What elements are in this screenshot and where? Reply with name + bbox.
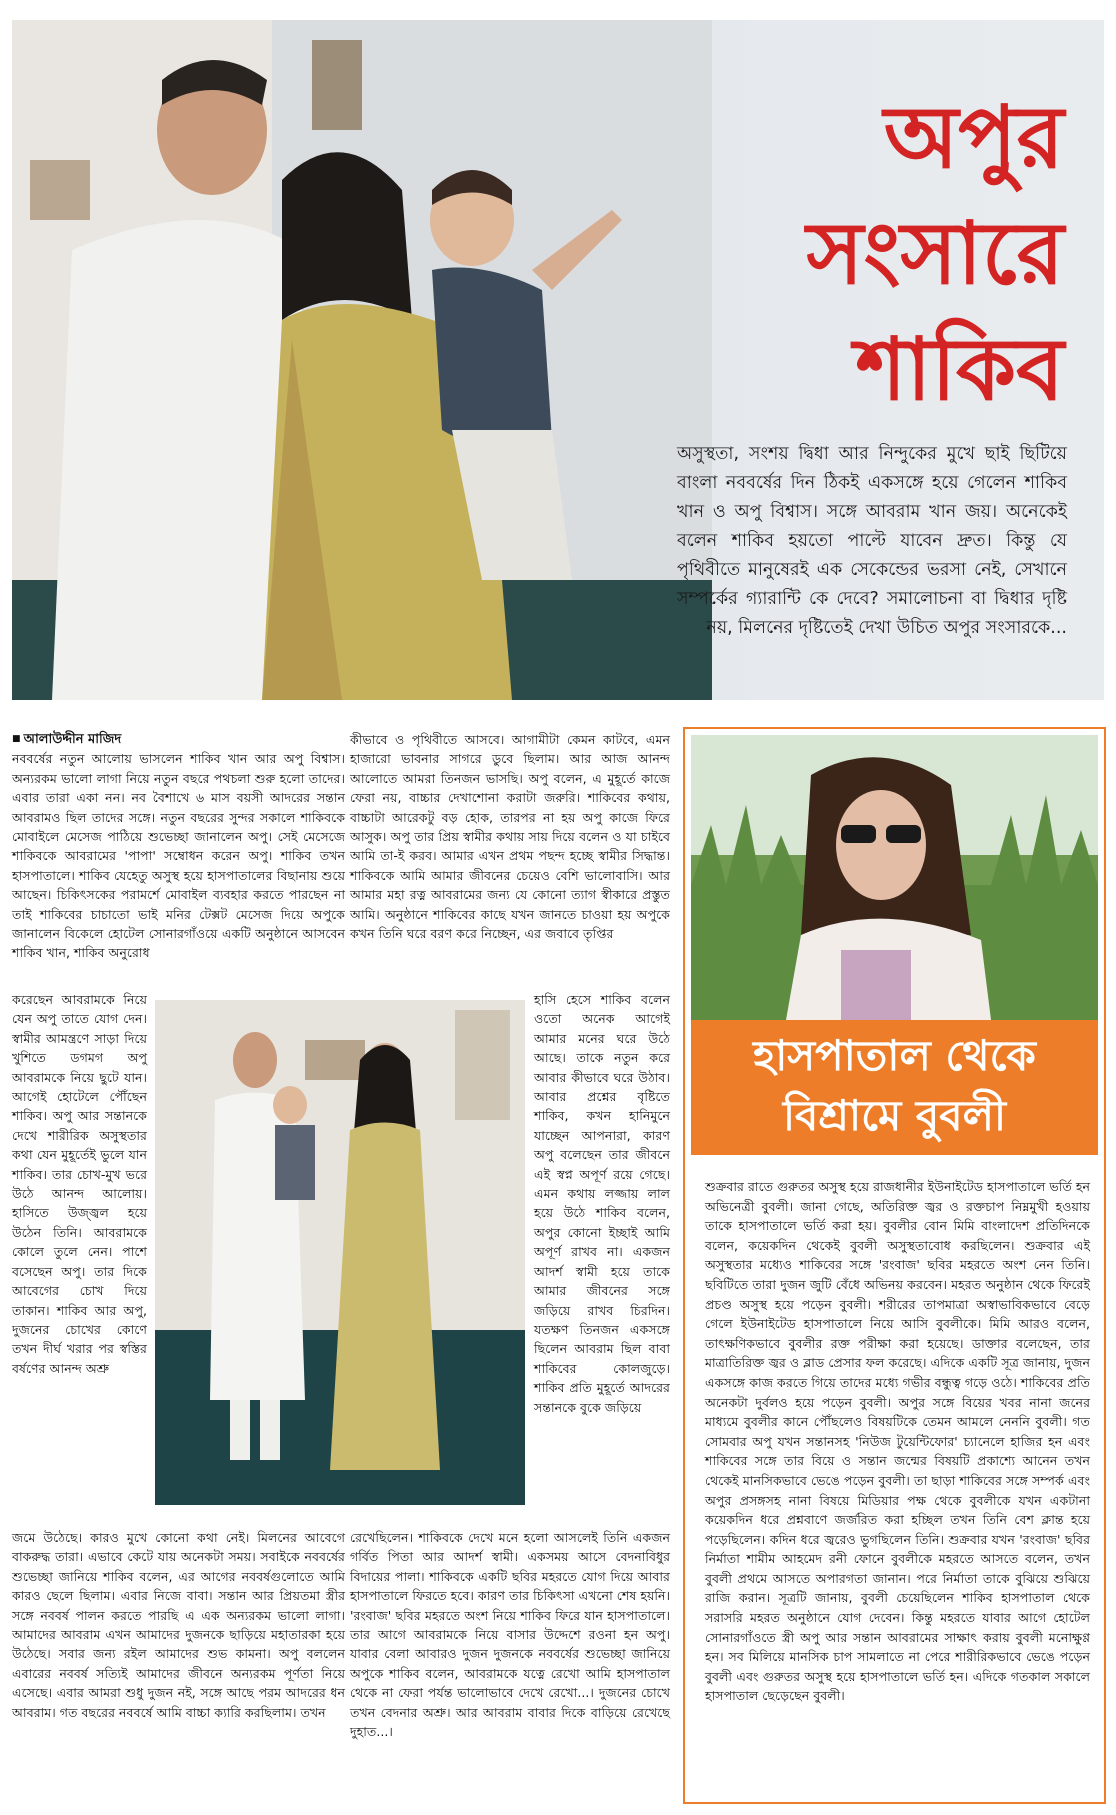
sidebar-box	[683, 727, 1106, 1804]
article-text: নববর্ষের নতুন আলোয় ভাসলেন শাকিব খান আর অপু বিশ্বাস। অন্যরকম ভালো লাগা নিয়ে নতুন বছরে পথচলা শুরু হলো তাদের। এবার তারা একা নন। নব বৈশাখে ৬ মাস বয়সী আদরের সন্তান আবরামও ছিল তাদের সঙ্গে। নতুন বছরের সুন্দর সকালে শাকিবকে মোবাইলে মেসেজ পাঠিয়ে শুভেচ্ছা জানালেন অপু। সেই মেসেজে শাকিবকে আবরামের 'পাপা' সম্বোধন করেন অপু। শাকিব তখন হাসপাতালে। শাকিব যেহেতু অসুস্থ হয়ে হাসপাতালের বিছানায় শুয়ে আছেন। চিকিৎসকের পরামর্শে মোবাইল ব্যবহার করতে পারছেন না তাই শাকিবের চাচাতো ভাই মনির টেক্সট মেসেজ দিয়ে অপুকে জানালেন বিকেলে হোটেল সোনারগাঁওয়ে একটি অনুষ্ঠানে আসবেন শাকিব খান, শাকিব অনুরোধ	[12, 751, 345, 961]
headline-line-1: অপুর	[883, 87, 1064, 188]
sidebar-headline-line-1: হাসপাতাল থেকে	[753, 1031, 1036, 1080]
article-column-1-bottom	[12, 1528, 345, 1722]
sidebar-headline	[691, 1020, 1098, 1155]
hero-family-photo	[12, 20, 712, 700]
article-column-2-bottom	[350, 1528, 670, 1741]
headline-line-2: সংসারে	[806, 203, 1064, 304]
article-column-1-top	[12, 730, 345, 963]
actress-photo	[691, 735, 1098, 1020]
sidebar-headline-line-2: বিশ্রামে বুবলী	[783, 1091, 1006, 1140]
article-column-2-top	[350, 730, 670, 943]
article-text: কীভাবে ও পৃথিবীতে আসবে। আগামীটা কেমন কাটবে, এমন হাজারো ভাবনার সাগরে ডুবে ছিলাম। আর আজ আনন্দ আলোতে আমরা তিনজন ভাসছি। অপু বলেন, এ মুহূর্তে কাজে ফেরা নয়, বাচ্চার দেখাশোনা করাটা জরুরি। শাকিবের কথায়, বাচ্চাটা আরেকটু বড় হোক, তারপর না হয় অপু কাজে ফিরে আসুক। অপু তার প্রিয় স্বামীর কথায় সায় দিয়ে বলেন ও যা চাইবে আমি তা-ই করব। আমার এখন প্রথম পছন্দ হচ্ছে স্বামীর সিদ্ধান্ত। শাকিবকে আমি আমার জীবনের চেয়েও বেশি ভালোবাসি। আর আমার মহা রত্ন আবরামের জন্য যে কোনো ত্যাগ স্বীকারে প্রস্তুত আমি। অনুষ্ঠানে শাকিবের কাছে যখন জানতে চাওয়া হয় অপুকে কখন তিনি ঘরে বরণ করে নিচ্ছেন, এর জবাবে তৃপ্তির	[350, 732, 670, 942]
sidebar-text: শুক্রবার রাতে গুরুতর অসুস্থ হয়ে রাজধানীর ইউনাইটেড হাসপাতালে ভর্তি হন অভিনেত্রী বুবলী। জানা গেছে, অতিরিক্ত জ্বর ও রক্তচাপ নিম্নমুখী হওয়ায় তাকে হাসপাতালে ভর্তি করা হয়। বুবলীর বোন মিমি বাংলাদেশ প্রতিদিনকে বলেন, কয়েকদিন থেকেই বুবলী অসুস্থতাবোধ করছিলেন। শুক্রবার এই অসুস্থতার মধ্যেও শাকিবের সঙ্গে 'রংবাজ' ছবির মহরতে অংশ নেন তিনি। ছবিটিতে তারা দুজন জুটি বেঁধে অভিনয় করবেন। মহরত অনুষ্ঠান থেকে ফিরেই প্রচণ্ড অসুস্থ হয়ে পড়েন বুবলী। শরীরের তাপমাত্রা অস্বাভাবিকভাবে বেড়ে গেলে ইউনাইটেড হাসপাতালে নিয়ে আসি বুবলীকে। মিমি আরও বলেন, তাৎক্ষণিকভাবে বুবলীর রক্ত পরীক্ষা করা হয়েছে। ডাক্তার বলেছেন, তার মাত্রাতিরিক্ত জ্বর ও ব্লাড প্রেসার ফল করেছে। এদিকে একটি সূত্র জানায়, দুজন একসঙ্গে কাজ করতে গিয়ে তাদের মধ্যে গভীর বন্ধুত্ব গড়ে ওঠে। শাকিবের প্রতি অনেকটা দুর্বলও হয়ে পড়েন বুবলী। অপুর সঙ্গে বিয়ের খবর নানা জনের মাধ্যমে বুবলীর কানে পৌঁছলেও বিষয়টিকে তেমন আমলে নেননি বুবলী। গত সোমবার অপু যখন সন্তানসহ 'নিউজ টুয়েন্টিফোর' চ্যানেলে হাজির হন এবং শাকিবের সঙ্গে তার বিয়ে ও সন্তান জন্মের বিষয়টি প্রকাশ্যে আনেন তখন থেকেই মানসিকভাবে ভেঙে পড়েন বুবলী। তা ছাড়া শাকিবের সঙ্গে সম্পর্ক এবং অপুর প্রসঙ্গসহ নানা বিষয়ে মিডিয়ার পক্ষ থেকে বুবলীকে যখন একটানা কয়েকদিন ধরে প্রশ্নবাণে জর্জরিত করা হচ্ছিল তখন তিনি বেশ ক্লান্ত হয়ে পড়েছিলেন। কদিন ধরে জ্বরেও ভুগছিলেন তিনি। শুক্রবার যখন 'রংবাজ' ছবির নির্মাতা শামীম আহমেদ রনী ফোনে বুবলীকে মহরতে আসতে বলেন, তখন বুবলী প্রথমে আসতে অপারগতা জানান। পরে নির্মাতা তাকে বুঝিয়ে শুঝিয়ে রাজি করান। সূত্রটি জানায়, বুবলী চেয়েছিলেন শাকিব হাসপাতাল থেকে সরাসরি মহরত অনুষ্ঠানে যোগ দেবেন। কিন্তু মহরতে যাবার আগে হোটেল সোনারগাঁওতে স্ত্রী অপু আর সন্তান আবরামের সাক্ষাৎ করায় বুবলী মনোক্ষুণ্ণ হন। সব মিলিয়ে মানসিক চাপ সামলাতে না পেরে শারীরিকভাবে ভেঙে পড়েন বুবলী এবং গুরুতর অসুস্থ হয়ে হাসপাতালে ভর্তি হন। এদিকে গতকাল সকালে হাসপাতাল ছেড়েছেন বুবলী।	[705, 1179, 1090, 1704]
article-column-2-narrow	[534, 990, 670, 1417]
article-text: জমে উঠেছে। কারও মুখে কোনো কথা নেই। মিলনের আবেগে বাকরুদ্ধ তারা। এভাবে কেটে যায় অনেকটা সময়। সবাইকে নববর্ষের শুভেচ্ছা জানিয়ে শাকিব বলেন, এর আগের নববর্ষগুলোতে আমি কারও ছেলে ছিলাম। এবার নিজে বাবা। সন্তান আর প্রিয়তমা স্ত্রীর সঙ্গে নববর্ষ পালন করতে পারছি এ এক অন্যরকম ভালো লাগা। আমাদের আবরাম এখন আমাদের দুজনকে ছাড়িয়ে মহাতারকা হয়ে উঠেছে। সবার জন্য রইল আমাদের শুভ কামনা। অপু বললেন এবারের নববর্ষ সত্যিই আমাদের জীবনে অন্যরকম পূর্ণতা নিয়ে এসেছে। এবার আমরা শুধু দুজন নই, সঙ্গে আছে পরম আদরের ধন আবরাম। গত বছরের নববর্ষে আমি বাচ্চা ক্যারি করছিলাম। তখন	[12, 1530, 345, 1720]
inset-family-photo	[155, 1000, 525, 1505]
headline-line-3: শাকিব	[855, 319, 1064, 420]
article-text: হাসি হেসে শাকিব বলেন ওতো অনেক আগেই আমার মনের ঘরে উঠে আছে। তাকে নতুন করে আবার কীভাবে ঘরে উঠাব। আবার প্রশ্নের বৃষ্টিতে শাকিব, কখন হানিমুনে যাচ্ছেন আপনারা, কারণ অপু বলেছেন তার জীবনে এই স্বপ্ন অপূর্ণ রয়ে গেছে। এমন কথায় লজ্জায় লাল হয়ে উঠে শাকিব বলেন, অপুর কোনো ইচ্ছাই আমি অপূর্ণ রাখব না। একজন আদর্শ স্বামী হয়ে তাকে আমার জীবনের সঙ্গে জড়িয়ে রাখব চিরদিন। যতক্ষণ তিনজন একসঙ্গে ছিলেন আবরাম ছিল বাবা শাকিবের কোলজুড়ে। শাকিব প্রতি মুহূর্তে আদরের সন্তানকে বুকে জড়িয়ে	[534, 992, 670, 1415]
article-text: করেছেন আবরামকে নিয়ে যেন অপু তাতে যোগ দেন। স্বামীর আমন্ত্রণে সাড়া দিয়ে খুশিতে ডগমগ অপু আবরামকে নিয়ে ছুটে যান। আগেই হোটেলে পৌঁছেন শাকিব। অপু আর সন্তানকে দেখে শারীরিক অসুস্থতার কথা যেন মুহূর্তেই ভুলে যান শাকিব। তার চোখ-মুখ ভরে উঠে আনন্দ আলোয়। হাসিতে উজ্জ্বল হয়ে উঠেন তিনি। আবরামকে কোলে তুলে নেন। পাশে বসেছেন অপু। তার দিকে আবেগের চোখ দিয়ে তাকান। শাকিব আর অপু, দুজনের চোখের কোণে তখন দীর্ঘ খরার পর স্বস্তির বর্ষণের আনন্দ অশ্রু	[12, 992, 147, 1376]
hero-section	[12, 20, 1104, 700]
intro-paragraph: অসুস্থতা, সংশয় দ্বিধা আর নিন্দুকের মুখে ছাই ছিটিয়ে বাংলা নববর্ষের দিন ঠিকই একসঙ্গে হয়ে গেলেন শাকিব খান ও অপু বিশ্বাস। সঙ্গে আবরাম খান জয়। অনেকেই বলেন শাকিব হয়তো পাল্টে যাবেন দ্রুত। কিন্তু যে পৃথিবীতে মানুষেরই এক সেকেন্ডের ভরসা নেই, সেখানে সম্পর্কের গ্যারান্টি কে দেবে? সমালোচনা বা দ্বিধার দৃষ্টি নয়, মিলনের দৃষ্টিতেই দেখা উচিত অপুর সংসারকে...	[677, 444, 1067, 638]
byline: ■ আলাউদ্দীন মাজিদ	[12, 730, 345, 749]
article-text: রেখেছিলেন। শাকিবকে দেখে মনে হলো আসলেই তিনি একজন গর্বিত পিতা আর আদর্শ স্বামী। একসময় আসে বেদনাবিধুর বিদায়ের পালা। শাকিবকে একটি ছবির মহরতে যোগ দিয়ে আবার হাসপাতালে ফিরতে হবে। কারণ তার চিকিৎসা এখনো শেষ হয়নি। 'রংবাজ' ছবির মহরতে অংশ নিয়ে শাকিব ফিরে যান হাসপাতালে। তার আগে আবরামকে নিয়ে বাসার উদ্দেশে রওনা হন অপু। যাবার বেলা আবারও দুজন দুজনকে নববর্ষের শুভেচ্ছা জানিয়ে অপুকে শাকিব বলেন, আবরামকে যত্নে রেখো আমি হাসপাতাল থেকে না ফেরা পর্যন্ত ভালোভাবে দেখে রেখো...। দুজনের চোখে তখন বেদনার অশ্রু। আর আবরাম বাবার দিকে বাড়িয়ে রেখেছে দুহাত...।	[350, 1530, 670, 1740]
headline	[734, 80, 1064, 428]
article-column-1-narrow	[12, 990, 147, 1378]
